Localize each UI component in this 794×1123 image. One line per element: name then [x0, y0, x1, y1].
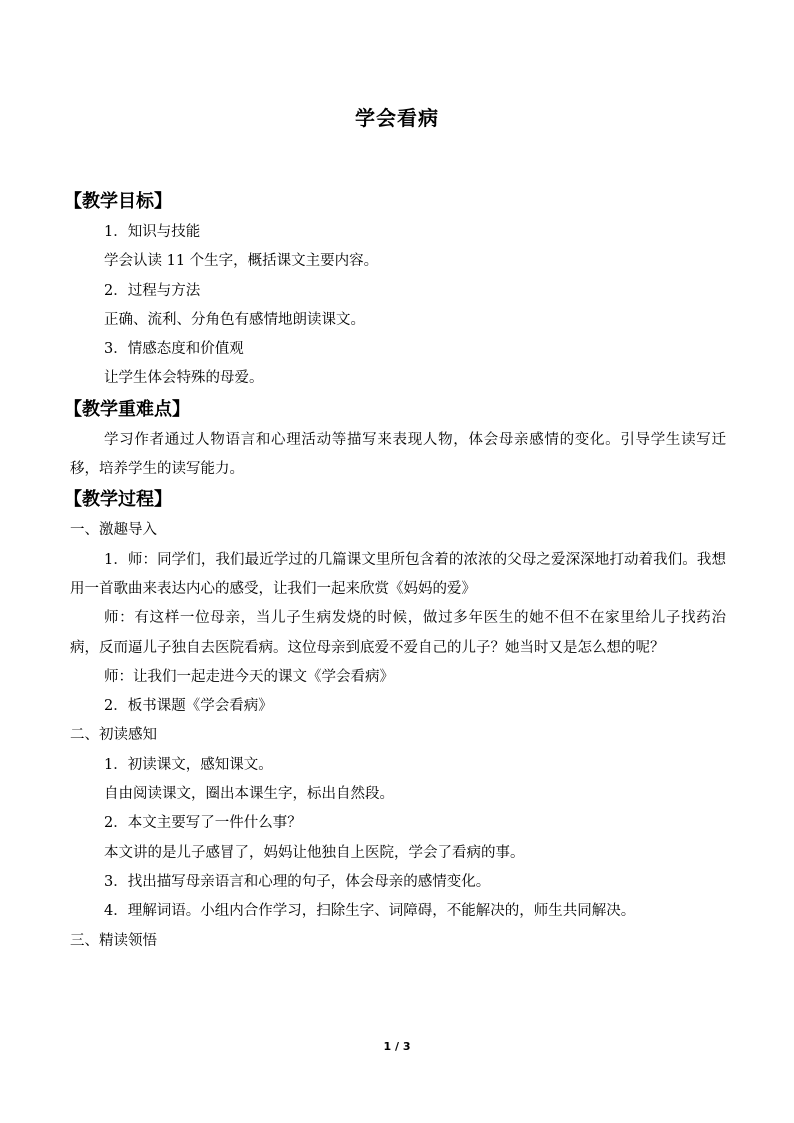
page-number: 1 / 3 — [383, 1040, 411, 1053]
paragraph: 2．过程与方法 — [104, 282, 201, 299]
paragraph: 师：有这样一位母亲，当儿子生病发烧的时候，做过多年医生的她不但不在家里给儿子找药治病，反而逼儿子独自去医院看病。这位母亲到底爱不爱自己的儿子？她当时又是怎么想的呢？ — [70, 610, 726, 656]
section-key-points — [64, 394, 726, 485]
paragraph: 2．板书课题《学会看病》 — [104, 698, 273, 715]
paragraph: 3．找出描写母亲语言和心理的句子，体会母亲的感情变化。 — [104, 873, 491, 890]
paragraph: 1．师：同学们，我们最近学过的几篇课文里所包含着的浓浓的父母之爱深深地打动着我们。我想用一首歌曲来表达内心的感受，让我们一起来欣赏《妈妈的爱》 — [70, 551, 726, 597]
paragraph: 一、激趣导入 — [70, 522, 157, 539]
paragraph: 学会认读 11 个生字，概括课文主要内容。 — [104, 253, 379, 270]
page-title: 学会看病 — [355, 106, 439, 130]
paragraph: 2．本文主要写了一件什么事？ — [104, 815, 302, 832]
paragraph: 正确、流利、分角色有感情地朗读课文。 — [104, 311, 365, 328]
paragraph: 4．理解词语。小组内合作学习，扫除生字、词障碍，不能解决的，师生共同解决。 — [104, 903, 636, 920]
document-body — [64, 186, 726, 956]
paragraph: 师：让我们一起走进今天的课文《学会看病》 — [104, 668, 394, 685]
paragraph: 让学生体会特殊的母爱。 — [104, 370, 264, 387]
section-heading: 【教学目标】 — [64, 191, 172, 212]
paragraph: 二、初读感知 — [70, 727, 157, 744]
paragraph: 3．情感态度和价值观 — [104, 341, 244, 358]
paragraph: 自由阅读课文，圈出本课生字，标出自然段。 — [104, 786, 394, 803]
section-teaching-process — [64, 484, 726, 955]
paragraph: 学习作者通过人物语言和心理活动等描写来表现人物，体会母亲感情的变化。引导学生读写迁移，培养学生的读写能力。 — [70, 431, 726, 478]
section-teaching-goals — [64, 186, 726, 394]
paragraph: 三、精读领悟 — [70, 932, 157, 949]
section-heading: 【教学过程】 — [64, 489, 172, 511]
section-heading: 【教学重难点】 — [64, 398, 190, 420]
paragraph: 本文讲的是儿子感冒了，妈妈让他独自上医院，学会了看病的事。 — [104, 844, 525, 861]
paragraph: 1．初读课文，感知课文。 — [104, 756, 273, 773]
paragraph: 1．知识与技能 — [104, 224, 201, 240]
